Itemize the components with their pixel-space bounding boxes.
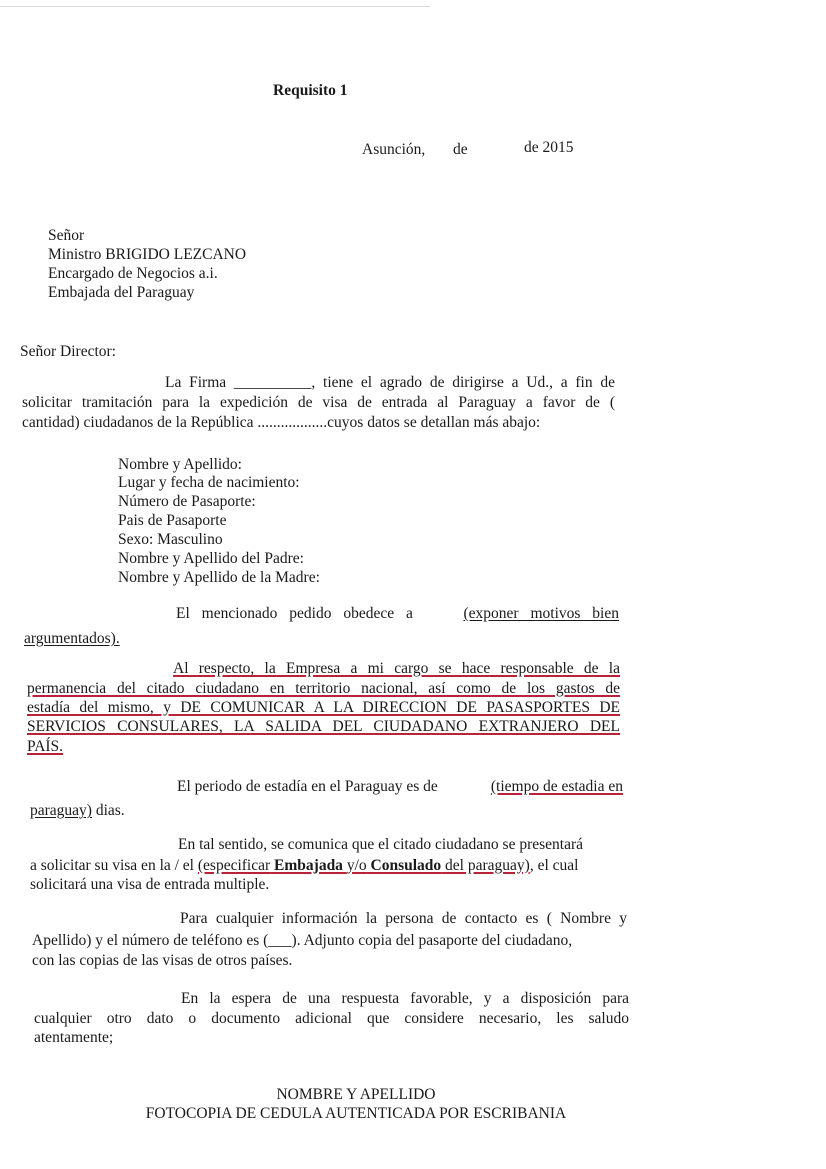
field-mother: Nombre y Apellido de la Madre: xyxy=(118,569,320,586)
recipient-line-2: Ministro BRIGIDO LEZCANO xyxy=(48,246,247,263)
page-title: Requisito 1 xyxy=(273,82,348,99)
signature-name: NOMBRE Y APELLIDO xyxy=(276,1086,436,1103)
field-name: Nombre y Apellido: xyxy=(118,456,242,473)
paragraph-2-prefix: El mencionado pedido obedece a xyxy=(176,605,413,622)
date-city: Asunción, xyxy=(362,141,426,158)
paragraph-5-embassy-spec xyxy=(198,857,530,874)
paragraph-2-line-1 xyxy=(176,604,619,623)
paragraph-5-spec-b: Embajada xyxy=(274,857,343,874)
paragraph-7-line-2: cualquier otro dato o documento adicional que considere necesario, les saludo xyxy=(34,1010,629,1027)
paragraph-5-line-3: solicitará una visa de entrada multiple. xyxy=(30,876,270,893)
paragraph-6-line-3: con las copias de las visas de otros países. xyxy=(32,952,293,969)
paragraph-5-line-1: En tal sentido, se comunica que el citado ciudadano se presentará xyxy=(178,836,583,853)
paragraph-7-line-3: atentamente; xyxy=(34,1029,114,1046)
paragraph-4-underlined-2: paraguay) xyxy=(30,802,92,819)
paragraph-3-line-1: Al respecto, la Empresa a mi cargo se hace responsable de la xyxy=(173,660,620,677)
paragraph-6-line-2: Apellido) y el número de teléfono es (___). Adjunto copia del pasaporte del ciudadano, xyxy=(32,932,573,949)
recipient-line-3: Encargado de Negocios a.i. xyxy=(48,265,218,282)
paragraph-1-line-1: La Firma __________, tiene el agrado de dirigirse a Ud., a fin de xyxy=(165,374,615,391)
paragraph-5-line-2-suffix: , el cual xyxy=(529,857,579,874)
paragraph-4-underlined-1: (tiempo de estadia en xyxy=(490,778,623,795)
paragraph-1-line-3: cantidad) ciudadanos de la República ..................cuyos datos se detallan más abajo: xyxy=(22,414,541,431)
paragraph-3-line-2: permanencia del citado ciudadano en territorio nacional, así como de los gastos de xyxy=(27,680,620,697)
paragraph-3-line-5: PAÍS. xyxy=(27,738,64,755)
paragraph-5-line-2 xyxy=(30,856,578,875)
paragraph-4-line-1 xyxy=(177,777,623,796)
paragraph-6-line-1: Para cualquier información la persona de contacto es ( Nombre y xyxy=(180,910,627,927)
paragraph-3-line-4: SERVICIOS CONSULARES, LA SALIDA DEL CIUDADANO EXTRANJERO DEL xyxy=(27,718,620,735)
paragraph-2-underlined-1: (exponer motivos bien xyxy=(463,605,619,622)
field-passport-number: Número de Pasaporte: xyxy=(118,493,256,510)
paragraph-5-spec-e: del paraguay) xyxy=(445,857,530,874)
top-edge-rule xyxy=(0,6,430,7)
date-de: de xyxy=(453,141,468,158)
paragraph-4-line-2 xyxy=(30,801,125,820)
field-passport-country: Pais de Pasaporte xyxy=(118,512,227,529)
paragraph-1-line-2: solicitar tramitación para la expedición de visa de entrada al Paraguay a favor de ( xyxy=(22,394,615,411)
field-sex: Sexo: Masculino xyxy=(118,531,223,548)
paragraph-3-line-3: estadía del mismo, y DE COMUNICAR A LA DIRECCION DE PASASPORTES DE xyxy=(27,699,620,716)
field-birth: Lugar y fecha de nacimiento: xyxy=(118,474,300,491)
field-father: Nombre y Apellido del Padre: xyxy=(118,550,304,567)
paragraph-2-underlined-2: argumentados). xyxy=(24,630,120,647)
paragraph-4-suffix: dias. xyxy=(95,802,125,819)
paragraph-5-spec-d: Consulado xyxy=(370,857,442,874)
paragraph-4-prefix: El periodo de estadía en el Paraguay es de xyxy=(177,778,438,795)
date-year: de 2015 xyxy=(524,139,574,156)
paragraph-7-line-1: En la espera de una respuesta favorable, y a disposición para xyxy=(181,990,629,1007)
recipient-line-1: Señor xyxy=(48,227,85,244)
recipient-line-4: Embajada del Paraguay xyxy=(48,284,195,301)
paragraph-5-spec-a: (especificar xyxy=(197,857,271,874)
signature-note: FOTOCOPIA DE CEDULA AUTENTICADA POR ESCRIBANIA xyxy=(145,1105,567,1122)
paragraph-5-spec-c: y/o xyxy=(346,857,367,874)
salutation: Señor Director: xyxy=(20,343,116,360)
paragraph-5-line-2-prefix: a solicitar su visa en la / el xyxy=(30,857,194,874)
